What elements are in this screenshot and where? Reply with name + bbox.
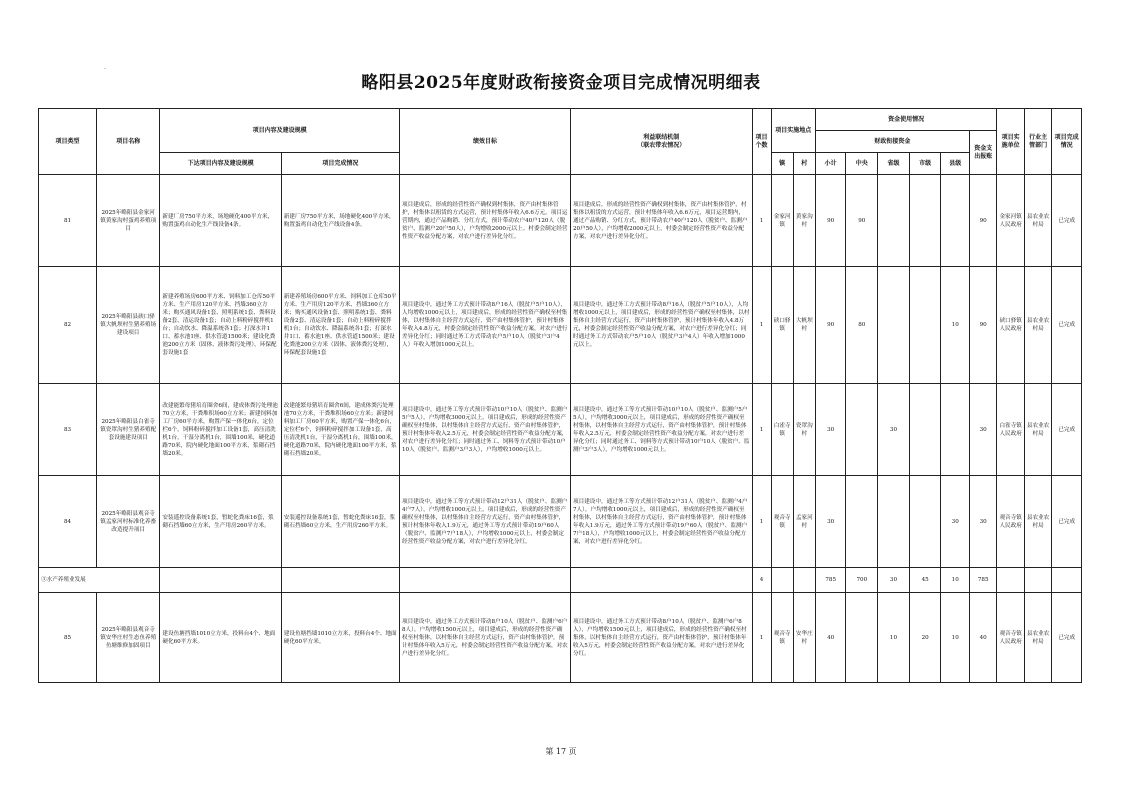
cell-goal: 项目建设中，通过务工方式预计带动8户16人（脱贫户5户10人），人均增收1000元以上，项目建成后，形成的经营性资产确权至村集体，以村集体自主经营方式运行，资产由村集体管护，预计村集体年收入4.8万元，村委会制定经营性资产收益分配方案，对农户进行差异化分红；同时通过务工方式带动农户5户10人（脱贫户3户4人）年收入增加1000元以上。	[400, 267, 571, 384]
cell-village: 瓷罩沟村	[793, 384, 815, 476]
cell-village: 大帆坝村	[793, 267, 815, 384]
cell-plan: 新建养殖场房600平方米、饲料加工仓库50平方米、生产用房120平方米、挡墙360立方米；购买通风设备1套、照明系统1套、粪料设备2套、清运设备1套；自动上料粉碎搅拌机1台；自动饮水、降温系统各1套；打深水井1口、蓄水池1座、供水管道1500米；建设化粪池200立方米（固体、液体粪污处理），环保配套设施1套	[160, 267, 281, 384]
cell-count: 1	[752, 384, 771, 476]
subtotal-county: 10	[941, 568, 970, 593]
cell-goal: 项目建设中，通过务工等方式预计带动12户31人（脱贫户、监测户4户7人），户均增收1000元以上，项目建成后，形成的经营性资产确权至村集体，以村集体自主经营方式运行，资产由村集体管护，预计村集体年收入1.9万元，通过务工等方式预计带动19户60人（脱贫户、监测户7户18人），户均增收1000元以上，村委会制定经营性资产收益分配方案，对农户进行差异化分红。	[400, 476, 571, 568]
cell-count: 1	[752, 175, 771, 267]
header-status: 项目完成情况	[1052, 109, 1082, 175]
cell-subtotal: 90	[815, 267, 846, 384]
cell-count: 1	[752, 476, 771, 568]
subtotal-label: ③水产养殖业发展	[39, 568, 160, 593]
cell-village: 黄家沟村	[793, 175, 815, 267]
cell-name: 2025年略阳县观音寺镇安华庄村生态鱼养殖鱼塘维修加固项目	[97, 593, 160, 683]
subtotal-province: 30	[878, 568, 910, 593]
cell-plan: 安装遥控设备系统1套，暂蛇化粪床16套，浆砌石挡墙60立方米，生产用房260平方米。	[160, 476, 281, 568]
cell-status: 已完成	[1052, 175, 1082, 267]
cell-city	[909, 384, 941, 476]
cell-benefit: 项目建成后，形成的经营性资产确权到村集体，资产由村集体管护，村集体以租赁的方式运营，预计村集体年收入6.6万元，项目运营期内，通过产品购销、分红方式，预计带动农户40户120人（脱贫户、监测户20户50人），户均增收2000元以上。村委会制定经营性资产收益分配方案，对农户进行差异化分红。	[571, 175, 753, 267]
cell-benefit: 项目建设中，通过务工等方式预计带动10户10人（脱贫户、监测户5户5人），户均增收3000元以上，项目建成后，形成的经营性资产确权至村集体，以村集体自主经营方式运行，资产由村集体管护，预计村集体年收入2.5万元，村委会制定经营性资产收益分配方案，对农户进行差异化分红；同时通过务工、饲料等方式预计带动10户10人（脱贫户、监测户3户3人），户均增收1000元以上。	[571, 384, 753, 476]
header-paid: 资金支出报账	[969, 131, 996, 175]
cell-village: 安华庄村	[793, 593, 815, 683]
table-row	[39, 593, 1082, 683]
cell-dept: 县农业农村局	[1024, 476, 1051, 568]
subtotal-count: 4	[752, 568, 771, 593]
cell-province: 30	[878, 384, 910, 476]
header-city: 市级	[909, 153, 941, 175]
cell-province	[878, 267, 910, 384]
cell-village: 孟家河村	[793, 476, 815, 568]
header-fiscal: 财政衔接资金	[815, 131, 969, 153]
header-village: 村	[793, 153, 815, 175]
cell-city: 20	[909, 593, 941, 683]
subtotal-central: 700	[846, 568, 878, 593]
cell-name: 2025年略阳县观音寺镇孟家河村标准化养畜改造提升项目	[97, 476, 160, 568]
cell-count: 1	[752, 593, 771, 683]
cell-city	[909, 267, 941, 384]
cell-count: 1	[752, 267, 771, 384]
cell-status: 已完成	[1052, 267, 1082, 384]
cell-unit: 白雀寺镇人民政府	[997, 384, 1024, 476]
header-content-plan: 下达项目内容及建设规模	[160, 153, 281, 175]
cell-central: 90	[846, 175, 878, 267]
cell-type: 85	[39, 593, 97, 683]
subtotal-subtotal: 785	[815, 568, 846, 593]
cell-goal: 项目建设中，通过务工等方式预计带动10户10人（脱贫户、监测户5户5人），户均增收3000元以上，项目建成后，形成的经营性资产确权至村集体，以村集体自主经营方式运行，资产由村集体管护，预计村集体年收入2.5万元，村委会制定经营性资产收益分配方案，对农户进行差异化分红；同时通过务工、饲料等方式预计带动10户10人（脱贫户、监测户3户3人），户均增收1000元以上。	[400, 384, 571, 476]
cell-type: 82	[39, 267, 97, 384]
table-row	[39, 267, 1082, 384]
header-content-done: 项目完成情况	[281, 153, 399, 175]
cell-done: 改建能繁母猪培育圈舍6间，建成体粪污处理池70立方米，干粪堆积场60立方米；新建饲料加工厂房60平方米，购置产保一体化6台，定位栏6个，饲料粉碎搅拌加工设备1套，高压清洗机1台，干湿分离机1台，围墙100米，硬化道路70米，院内硬化地面100平方米，浆砌石挡墙20米。	[281, 384, 399, 476]
cell-paid: 90	[969, 267, 996, 384]
cell-status: 已完成	[1052, 384, 1082, 476]
header-mark: .	[104, 64, 106, 71]
cell-unit: 金家河镇人民政府	[997, 175, 1024, 267]
cell-done: 新建养殖场房600平方米、饲料加工仓库50平方米、生产用房120平方米、挡墙360立方米；购买通风设备1套、照明系统1套、粪料设备2套、清运设备1套；自动上料粉碎搅拌机1台；自动饮水、降温系统各1套；打深水井1口、蓄水池1座、供水管道1500米；建设化粪池200立方米（固体、液体粪污处理），环保配套设施1套	[281, 267, 399, 384]
cell-plan: 改建能繁母猪培育圈舍6间，建成体粪污处理池70立方米，干粪堆积场60立方米；新建饲料加工厂房60平方米，购置产保一体化6台，定位栏6个，饲料粉碎搅拌加工设备1套，高压清洗机1台，干湿分离机1台，围墙100米，硬化道路70米，院内硬化地面100平方米，浆砌石挡墙20米。	[160, 384, 281, 476]
cell-subtotal: 90	[815, 175, 846, 267]
cell-type: 81	[39, 175, 97, 267]
header-subtotal: 小计	[815, 153, 846, 175]
cell-paid: 30	[969, 476, 996, 568]
cell-done: 安装遥控设备系统1套，暂蛇化粪床16套，浆砌石挡墙60立方米，生产用房260平方米。	[281, 476, 399, 568]
header-province: 省级	[878, 153, 910, 175]
header-county: 县级	[941, 153, 970, 175]
cell-benefit: 项目建设中，通过务工等方式预计带动12户31人（脱贫户、监测户4户7人），户均增收1000元以上，项目建成后，形成的经营性资产确权至村集体，以村集体自主经营方式运行，资产由村集体管护，预计村集体年收入1.9万元，通过务工等方式预计带动19户60人（脱贫户、监测户7户18人），户均增收1000元以上，村委会制定经营性资产收益分配方案，对农户进行差异化分红。	[571, 476, 753, 568]
subtotal-row	[39, 568, 1082, 593]
cell-dept: 县农业农村局	[1024, 593, 1051, 683]
cell-goal: 项目建成后，形成的经营性资产确权到村集体，资产由村集体管护，村集体以租赁的方式运营，预计村集体年收入6.6万元，项目运营期内，通过产品购销、分红方式，预计带动农户40户120人（脱贫户、监测户20户50人），户均增收2000元以上。村委会制定经营性资产收益分配方案，对农户进行差异化分红。	[400, 175, 571, 267]
cell-county: 10	[941, 267, 970, 384]
cell-city	[909, 175, 941, 267]
cell-name: 2025年略阳县金家河镇黄家沟村蛋鸡养殖项目	[97, 175, 160, 267]
subtotal-city: 45	[909, 568, 941, 593]
cell-plan: 建设鱼塘挡墙1010立方米，投料台4个、地面硬化60平方米。	[160, 593, 281, 683]
cell-county: 10	[941, 593, 970, 683]
cell-name: 2025年略阳县白雀寺镇瓷罩沟村生猪养殖配套设施建设项目	[97, 384, 160, 476]
cell-unit: 观音寺镇人民政府	[997, 476, 1024, 568]
header-type: 项目类型	[39, 109, 97, 175]
header-town: 镇	[771, 153, 793, 175]
cell-dept: 县农业农村局	[1024, 267, 1051, 384]
cell-benefit: 项目建设中，通过务工方式预计带动8户10人（脱贫户、监测户6户8人），户均增收1500元以上，项目建成后，形成的经营性资产确权至村集体，以村集体自主经营方式运行，资产由村集体管护，预计村集体年收入5万元，村委会制定经营性资产收益分配方案，对农户进行差异化分红。	[571, 593, 753, 683]
cell-benefit: 项目建设中，通过务工方式预计带动8户16人（脱贫户5户10人），人均增收1000元以上，项目建成后，形成的经营性资产确权至村集体，以村集体自主经营方式运行，资产由村集体管护，预计村集体年收入4.8万元，村委会制定经营性资产收益分配方案，对农户进行差异化分红；同时通过务工方式带动农户5户10人（脱贫户3户4人）年收入增加1000元以上。	[571, 267, 753, 384]
cell-subtotal: 30	[815, 476, 846, 568]
cell-dept: 县农业农村局	[1024, 175, 1051, 267]
cell-plan: 新建厂房750平方米，场地硬化400平方米，购置蛋鸡自动化生产线设备4条。	[160, 175, 281, 267]
header-content: 项目内容及建设规模	[160, 109, 400, 153]
cell-dept: 县农业农村局	[1024, 384, 1051, 476]
cell-town: 硖口驿镇	[771, 267, 793, 384]
cell-type: 84	[39, 476, 97, 568]
cell-status: 已完成	[1052, 593, 1082, 683]
cell-county: 30	[941, 476, 970, 568]
cell-done: 建设鱼塘挡墙1010立方米，投料台4个、地面硬化60平方米。	[281, 593, 399, 683]
page-title: 略阳县2025年度财政衔接资金项目完成情况明细表	[361, 73, 761, 93]
cell-done: 新建厂房750平方米，场地硬化400平方米，购置蛋鸡自动化生产线设备4条。	[281, 175, 399, 267]
header-dept: 行业主管部门	[1024, 109, 1051, 175]
cell-goal: 项目建设中，通过务工方式预计带动8户10人（脱贫户、监测户6户8人），户均增收1500元以上，项目建成后，形成的经营性资产确权至村集体，以村集体自主经营方式运行，资产由村集体管护，预计村集体年收入5万元，村委会制定经营性资产收益分配方案，对农户进行差异化分红。	[400, 593, 571, 683]
cell-paid: 40	[969, 593, 996, 683]
header-impl-unit: 项目实施单位	[997, 109, 1024, 175]
table-row	[39, 476, 1082, 568]
cell-central: 80	[846, 267, 878, 384]
table-row	[39, 175, 1082, 267]
cell-county	[941, 384, 970, 476]
cell-town: 金家河镇	[771, 175, 793, 267]
table-row	[39, 384, 1082, 476]
cell-subtotal: 40	[815, 593, 846, 683]
cell-name: 2025年略阳县硖口驿镇大帆坝村生猪养殖场建设项目	[97, 267, 160, 384]
cell-unit: 观音寺镇人民政府	[997, 593, 1024, 683]
project-table	[38, 108, 1082, 683]
cell-province	[878, 476, 910, 568]
cell-central	[846, 476, 878, 568]
cell-status: 已完成	[1052, 476, 1082, 568]
cell-unit: 硖口驿镇人民政府	[997, 267, 1024, 384]
cell-paid: 30	[969, 384, 996, 476]
header-benefit: 利益联结机制 （联农带农情况）	[571, 109, 753, 175]
cell-town: 观音寺镇	[771, 593, 793, 683]
cell-subtotal: 30	[815, 384, 846, 476]
cell-province	[878, 175, 910, 267]
cell-town: 观音寺镇	[771, 476, 793, 568]
cell-central	[846, 384, 878, 476]
cell-paid: 90	[969, 175, 996, 267]
header-central: 中央	[846, 153, 878, 175]
subtotal-paid: 785	[969, 568, 996, 593]
cell-city	[909, 476, 941, 568]
header-name: 项目名称	[97, 109, 160, 175]
page-number: 第 17 页	[545, 747, 577, 756]
cell-county	[941, 175, 970, 267]
cell-central	[846, 593, 878, 683]
header-count: 项目个数	[752, 109, 771, 175]
cell-town: 白雀寺镇	[771, 384, 793, 476]
header-goal: 绩效目标	[400, 109, 571, 175]
header-funds: 资金使用情况	[815, 109, 997, 131]
cell-type: 83	[39, 384, 97, 476]
header-location: 项目实施地点	[771, 109, 815, 153]
cell-province: 10	[878, 593, 910, 683]
